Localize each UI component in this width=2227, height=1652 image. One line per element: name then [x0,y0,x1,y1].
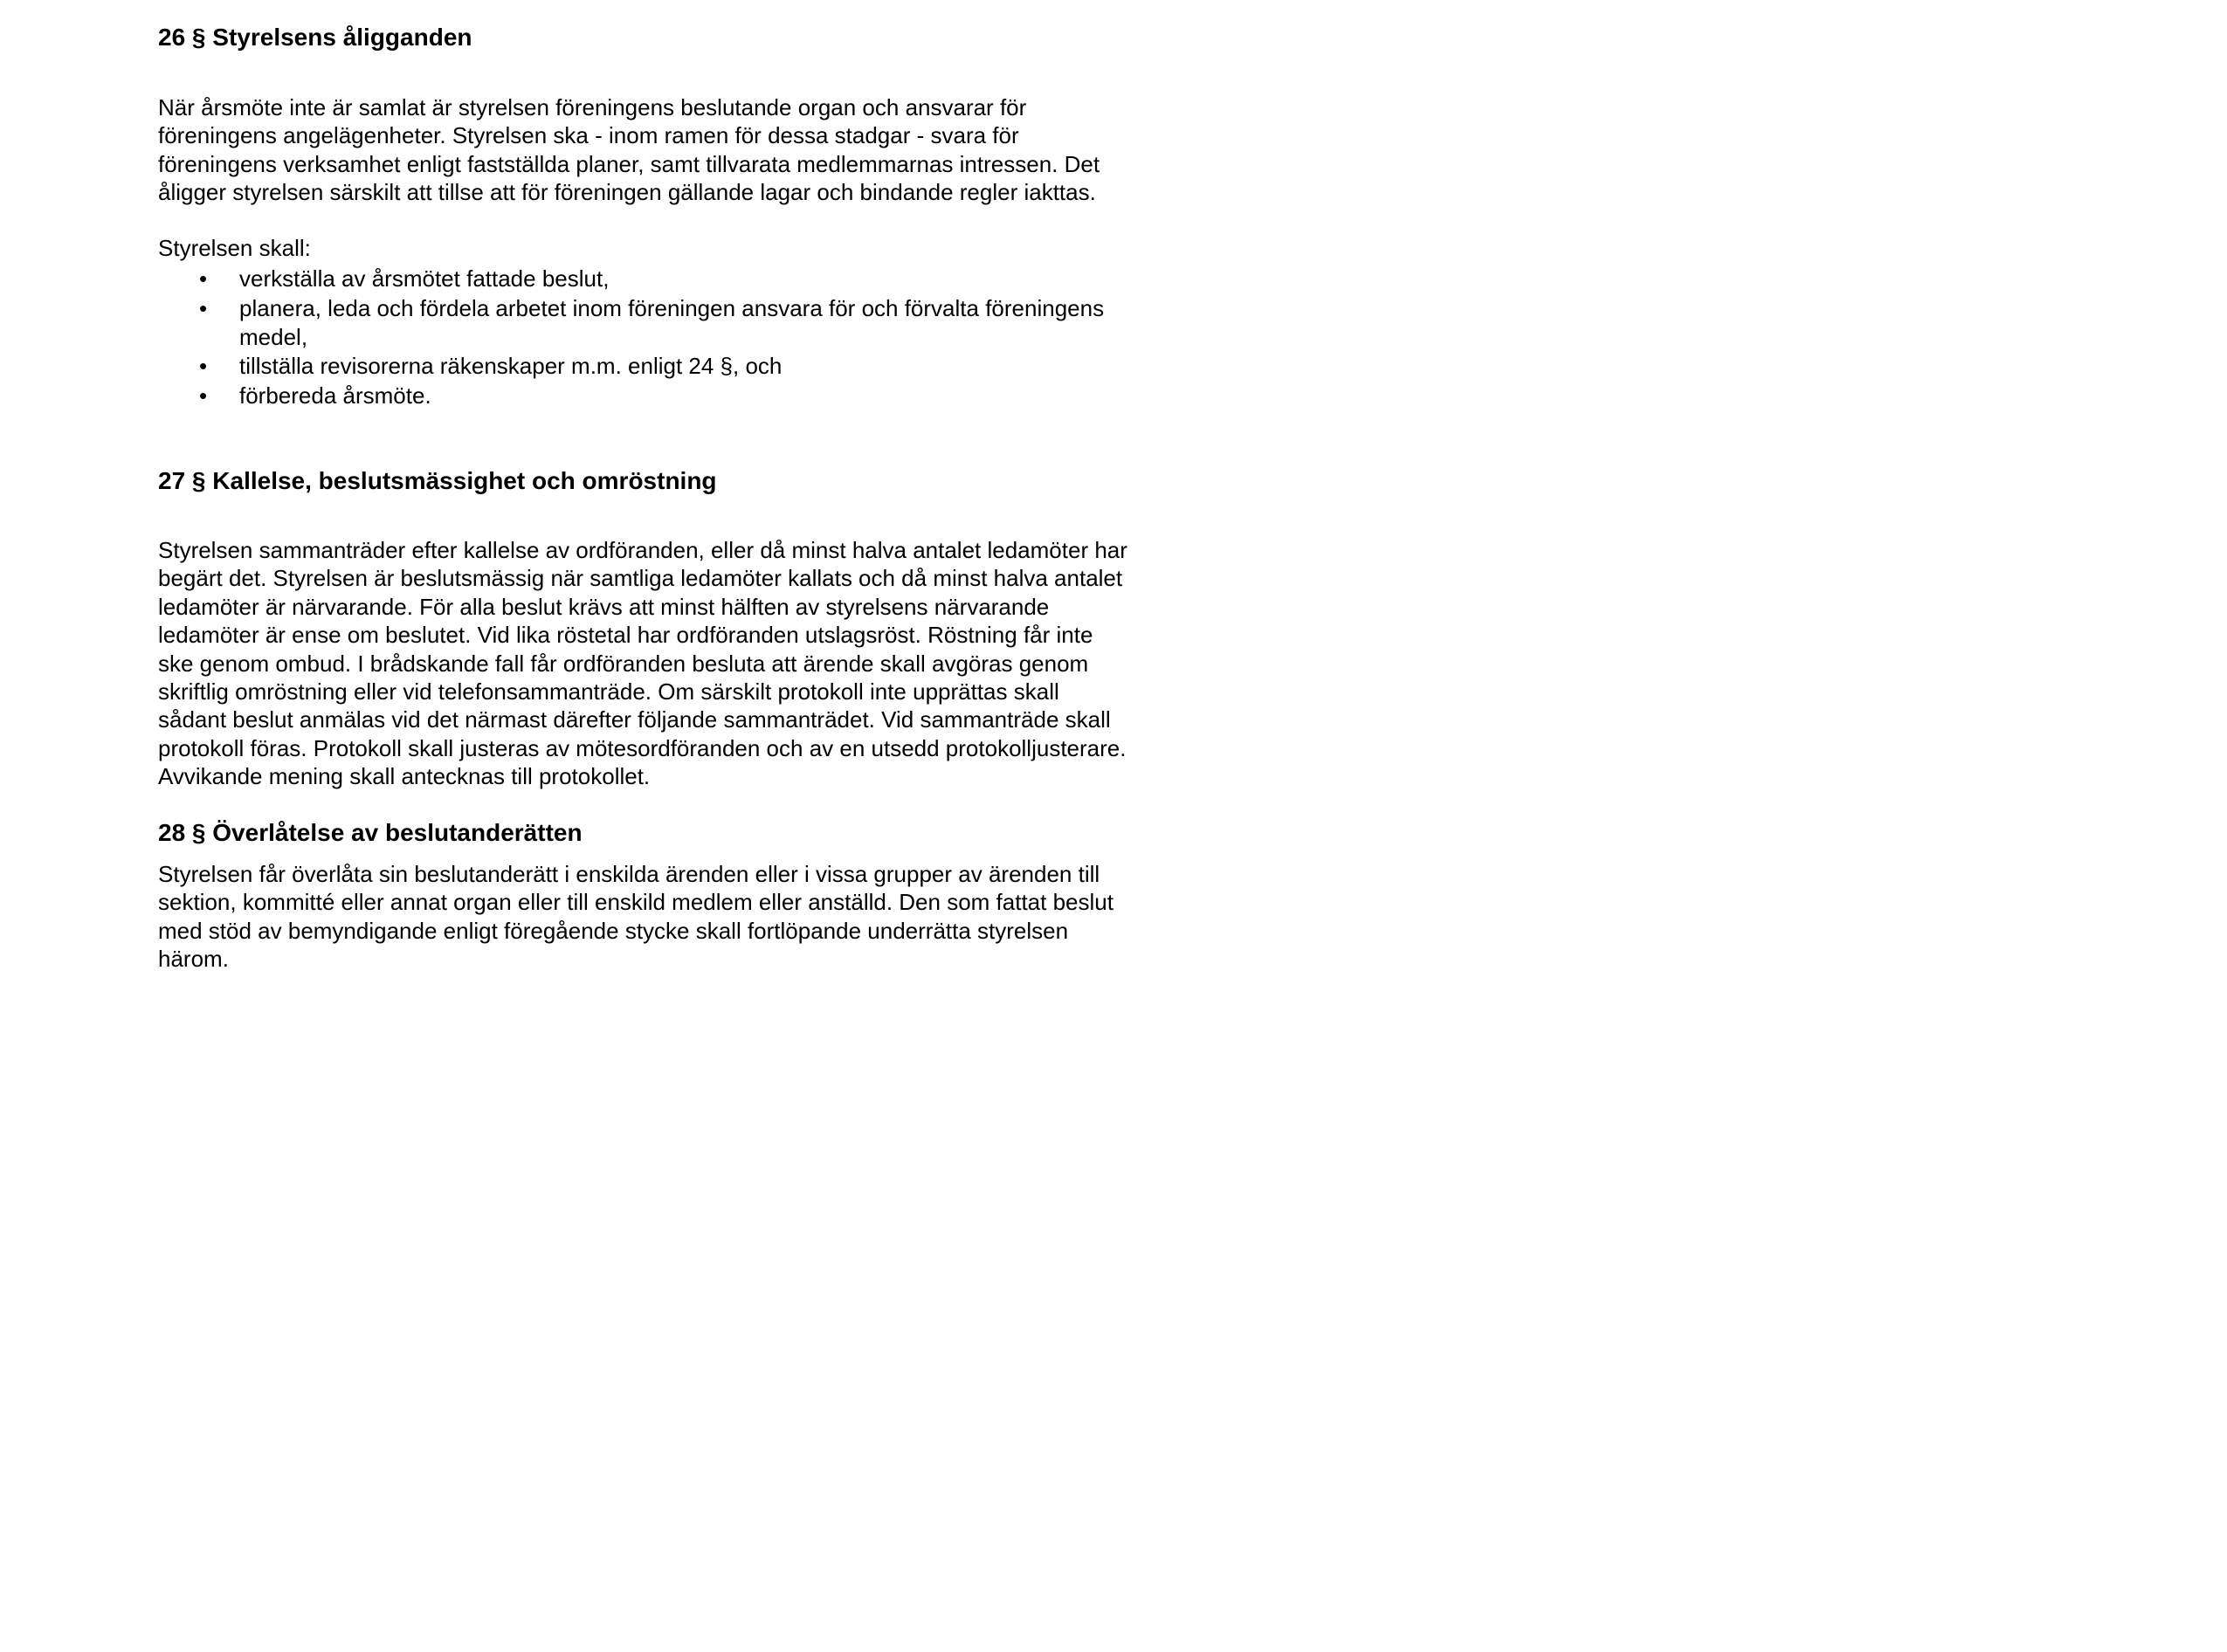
bullet-line: förbereda årsmöte. [239,382,431,409]
paragraph-line: åligger styrelsen särskilt att tillse att för föreningen gällande lagar och bindande regler iakttas. [158,179,1096,206]
section-26-list-intro: Styrelsen skall: [158,235,311,261]
bullet-line: verkställa av årsmötet fattade beslut, [239,265,610,292]
paragraph-line: med stöd av bemyndigande enligt föregående stycke skall fortlöpande underrätta styrelsen [158,917,1069,944]
bullet-icon: • [199,295,208,321]
bullet-text [239,352,1200,381]
paragraph-line: begärt det. Styrelsen är beslutsmässig när samtliga ledamöter kallats och då minst halva antalet [158,565,1123,592]
section-28-heading: 28 § Överlåtelse av beslutanderätten [158,819,583,846]
bullet-line: medel, [239,324,308,350]
paragraph-line: ledamöter är närvarande. För alla beslut krävs att minst hälften av styrelsens närvarande [158,593,1050,620]
bullet-text [239,265,1200,293]
paragraph-line: sådant beslut anmälas vid det närmast därefter följande sammanträdet. Vid sammanträde skall [158,706,1111,733]
document-page [0,0,1355,1006]
section-28-paragraph [158,860,1232,974]
section-27-paragraph [158,536,1232,791]
paragraph-line: När årsmöte inte är samlat är styrelsen föreningens beslutande organ och ansvarar för [158,94,1027,120]
bullet-icon: • [199,382,208,409]
paragraph-line: Styrelsen sammanträder efter kallelse av ordföranden, eller då minst halva antalet ledamöter har [158,537,1127,563]
paragraph-line: ske genom ombud. I brådskande fall får ordföranden besluta att ärende skall avgöras genom [158,650,1089,677]
paragraph-line: ledamöter är ense om beslutet. Vid lika röstetal har ordföranden utslagsröst. Röstning får inte [158,622,1093,649]
section-26-heading: 26 § Styrelsens åligganden [158,24,472,51]
paragraph-line: protokoll föras. Protokoll skall justeras av mötesordföranden och av en utsedd protokolljusterare. [158,734,1127,761]
section-27-heading: 27 § Kallelse, beslutsmässighet och omröstning [158,467,717,494]
bullet-line: tillställa revisorerna räkenskaper m.m. enligt 24 §, och [239,353,783,379]
bullet-text [239,294,1200,352]
bullet-icon: • [199,353,208,379]
paragraph-line: Avvikande mening skall antecknas till protokollet. [158,763,651,790]
paragraph-line: Styrelsen får överlåta sin beslutanderätt i enskilda ärenden eller i vissa grupper av ärenden till [158,861,1100,887]
paragraph-line: skriftlig omröstning eller vid telefonsammanträde. Om särskilt protokoll inte upprättas skall [158,678,1059,706]
bullet-text [239,382,1200,410]
paragraph-line: härom. [158,946,229,973]
paragraph-line: föreningens angelägenheter. Styrelsen ska - inom ramen för dessa stadgar - svara för [158,122,1019,149]
section-26-paragraph [158,93,1232,207]
paragraph-line: sektion, kommitté eller annat organ eller till enskild medlem eller anställd. Den som fattat beslut [158,889,1114,916]
bullet-line: planera, leda och fördela arbetet inom föreningen ansvara för och förvalta föreningens [239,295,1105,321]
bullet-icon: • [199,265,208,292]
paragraph-line: föreningens verksamhet enligt fastställda planer, samt tillvarata medlemmarnas intressen. Det [158,150,1100,177]
